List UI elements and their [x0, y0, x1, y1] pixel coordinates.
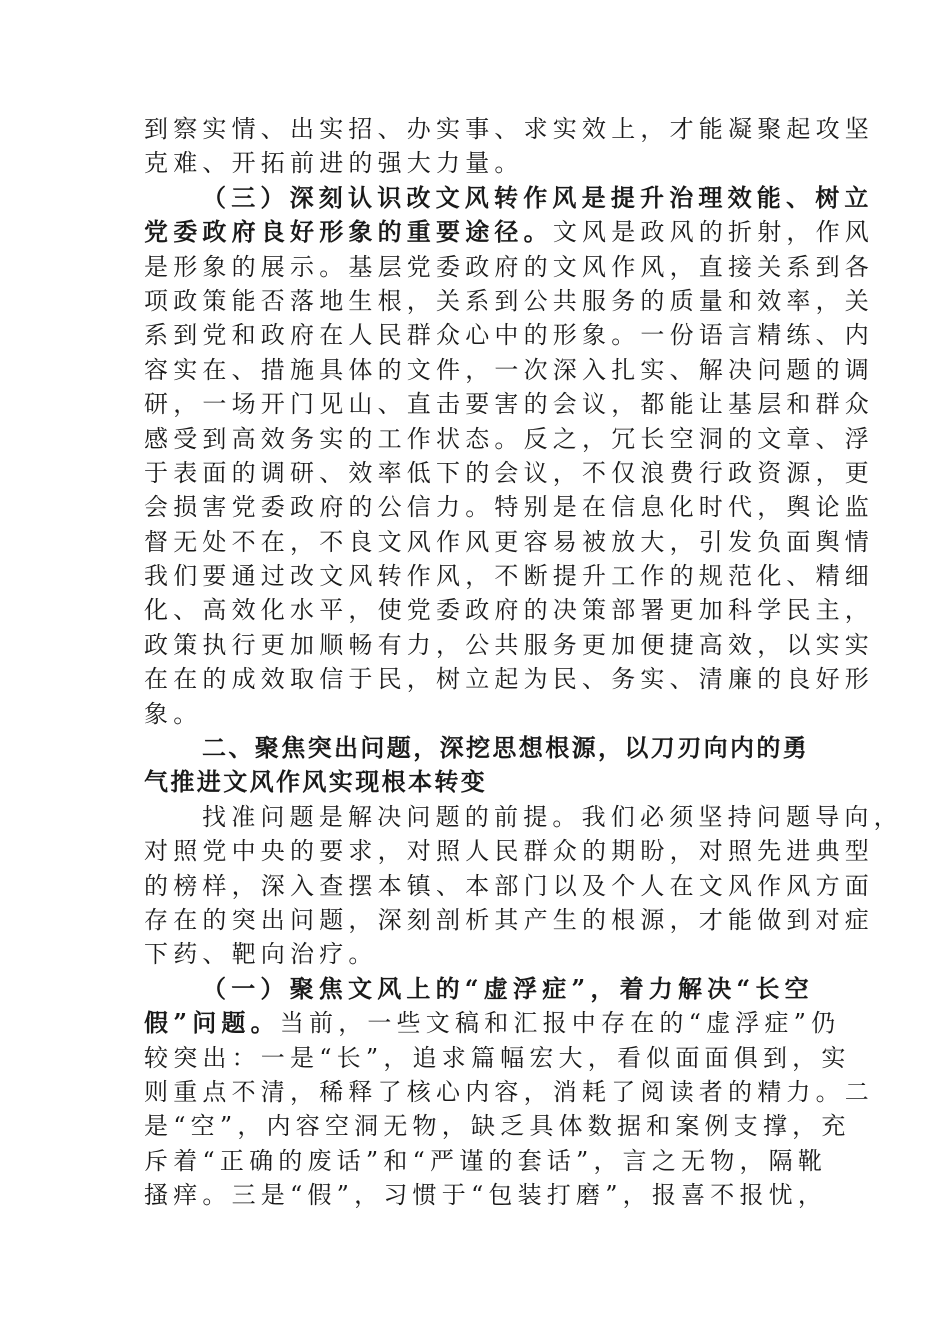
- text-line: 是“空”，内容空洞无物，缺乏具体数据和案例支撑，充: [144, 1112, 851, 1141]
- subheading-line: （三）深刻认识改文风转作风是提升治理效能、树立: [202, 182, 874, 212]
- text-line: 则重点不清，稀释了核心内容，消耗了阅读者的精力。二: [144, 1077, 874, 1106]
- subheading-tail: 假”问题。: [144, 1008, 280, 1038]
- heading-line: 二、聚焦突出问题，深挖思想根源，以刀刃向内的勇: [202, 734, 810, 763]
- document-page: [144, 112, 903, 1213]
- text-line: 是形象的展示。基层党委政府的文风作风，直接关系到各: [144, 252, 874, 281]
- text-line: 的榜样，深入查摆本镇、本部门以及个人在文风作风方面: [144, 871, 874, 900]
- text-line: 项政策能否落地生根，关系到公共服务的质量和效率，关: [144, 286, 874, 315]
- text-line: 我们要通过改文风转作风，不断提升工作的规范化、精细: [144, 562, 874, 591]
- text-line: 感受到高效务实的工作状态。反之，冗长空洞的文章、浮: [144, 424, 874, 453]
- text-line: 会损害党委政府的公信力。特别是在信息化时代，舆论监: [144, 493, 874, 522]
- text-line: 化、高效化水平，使党委政府的决策部署更加科学民主，: [144, 596, 874, 625]
- text-line: 找准问题是解决问题的前提。我们必须坚持问题导向，: [202, 802, 903, 831]
- text-line: [144, 1006, 841, 1040]
- text-line: 在在的成效取信于民，树立起为民、务实、清廉的良好形: [144, 665, 874, 694]
- text-line: 下药、靶向治疗。: [144, 940, 378, 969]
- paragraph-continuation: [144, 112, 874, 181]
- text-line: 到察实情、出实招、办实事、求实效上，才能凝聚起攻坚: [144, 115, 874, 143]
- text-line: 容实在、措施具体的文件，一次深入扎实、解决问题的调: [144, 355, 874, 384]
- text-line: 研，一场开门见山、直击要害的会议，都能让基层和群众: [144, 390, 874, 419]
- text-line: 存在的突出问题，深刻剖析其产生的根源，才能做到对症: [144, 905, 874, 934]
- text-line: 于表面的调研、效率低下的会议，不仅浪费行政资源，更: [144, 458, 874, 487]
- text-line: 象。: [144, 699, 203, 728]
- text-line: 搔痒。三是“假”，习惯于“包装打磨”，报喜不报忧，: [144, 1181, 828, 1210]
- text-run: 文风是政风的折射，作风: [552, 218, 875, 247]
- paragraph-intro: [144, 800, 903, 972]
- text-line: 克难、开拓前进的强大力量。: [144, 149, 524, 178]
- text-line: 政策执行更加顺畅有力，公共服务更加便捷高效，以实实: [144, 630, 874, 659]
- text-line: 较突出：一是“长”，追求篇幅宏大，看似面面俱到，实: [144, 1043, 851, 1072]
- text-line: [144, 215, 875, 249]
- subheading-tail: 党委政府良好形象的重要途径。: [144, 217, 553, 247]
- text-line: 对照党中央的要求，对照人民群众的期盼，对照先进典型: [144, 837, 874, 866]
- subheading-line: （一）聚焦文风上的“虚浮症”，着力解决“长空: [202, 973, 814, 1003]
- heading-line: 气推进文风作风实现根本转变: [144, 768, 488, 797]
- section-heading-two: [144, 731, 808, 800]
- paragraph-section-one: [144, 972, 874, 1213]
- paragraph-section-three: [144, 181, 875, 731]
- text-line: 系到党和政府在人民群众心中的形象。一份语言精练、内: [144, 321, 874, 350]
- text-line: 斥着“正确的废话”和“严谨的套话”，言之无物，隔靴: [144, 1146, 828, 1175]
- text-run: 当前，一些文稿和汇报中存在的“虚浮症”仍: [279, 1009, 841, 1038]
- text-line: 督无处不在，不良文风作风更容易被放大，引发负面舆情: [144, 527, 874, 556]
